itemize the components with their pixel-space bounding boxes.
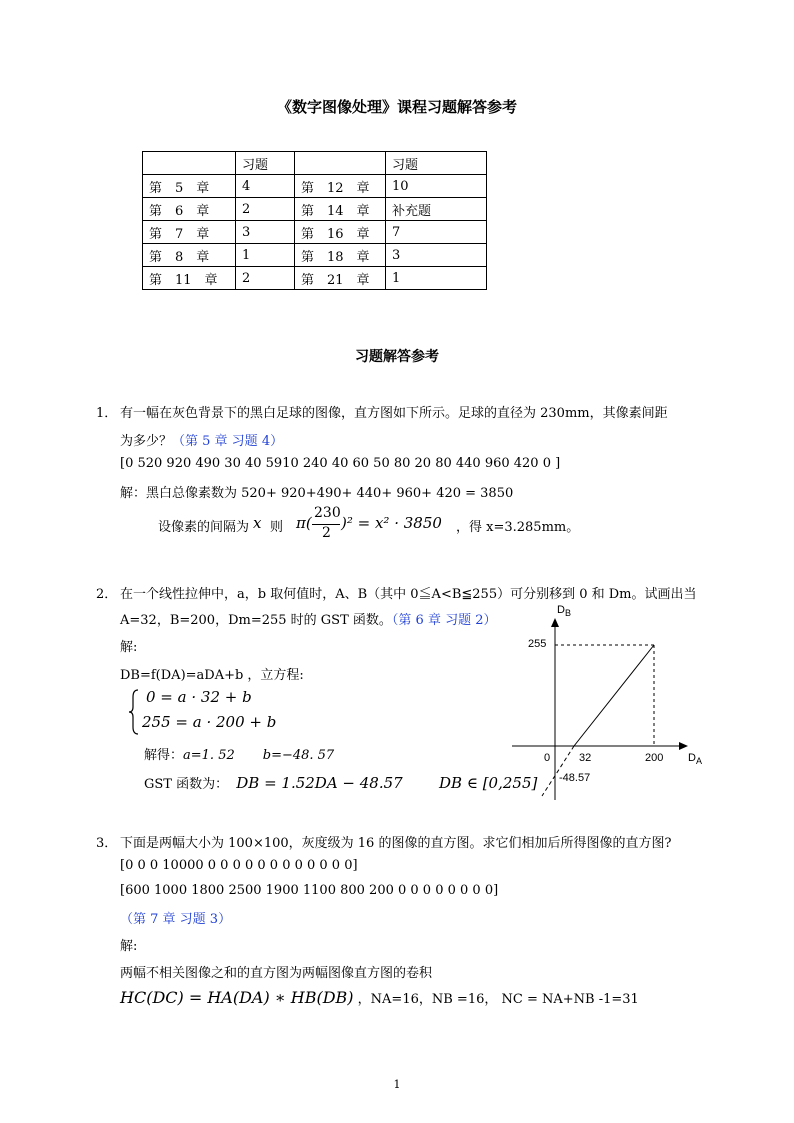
q1-eq-result: ，得 x=3.285mm。 xyxy=(456,520,580,535)
q3-histogram-b: [600 1000 1800 2500 1900 1100 800 200 0 0 0 0 0 0 0 0] xyxy=(120,883,499,898)
table-row xyxy=(143,267,487,290)
q2-system-eq1: 0 = a · 32 + b xyxy=(146,688,252,706)
q2-gst-equation: DB = 1.52DA − 48.57 xyxy=(236,774,403,792)
q2-result-b: b=−48. 57 xyxy=(262,748,335,763)
table-header-cell: 习题 xyxy=(236,152,295,175)
q3-reference: （第 7 章 习题 3） xyxy=(120,912,232,927)
q1-number: 1． xyxy=(96,406,118,421)
q1-eq-denominator: 2 xyxy=(322,525,331,541)
q2-result-prefix: 解得： xyxy=(144,748,184,763)
table-cell: 第 5 章 xyxy=(143,175,236,198)
q2-text-line1: 在一个线性拉伸中，a，b 取何值时，A、B（其中 0≦A<B≦255）可分别移到 0 和 Dm。试画出当 xyxy=(120,587,697,602)
table-cell: 第 6 章 xyxy=(143,198,236,221)
table-row xyxy=(143,244,487,267)
x-axis-arrow-icon xyxy=(679,742,688,750)
section-title: 习题解答参考 xyxy=(355,349,439,365)
q2-reference: （第 6 章 习题 2） xyxy=(391,613,497,628)
table-row xyxy=(143,175,487,198)
q1-text: 为多少？ xyxy=(120,434,173,449)
q3-solution-label: 解: xyxy=(120,939,138,954)
table-cell: 第 12 章 xyxy=(295,175,386,198)
table-header-row xyxy=(143,152,487,175)
q1-text-line2 xyxy=(120,430,283,449)
q3-convolution xyxy=(120,988,639,1007)
q3-histogram-a: [0 0 0 10000 0 0 0 0 0 0 0 0 0 0 0 0] xyxy=(120,858,358,873)
q2-result-a: a=1. 52 xyxy=(183,748,235,763)
q2-text: A=32，B=200，Dm=255 时的 GST 函数。 xyxy=(120,613,392,628)
q3-text: 下面是两幅大小为 100×100，灰度级为 16 的图像的直方图。求它们相加后所得图像的直方图? xyxy=(120,836,672,851)
table-cell: 2 xyxy=(236,198,295,221)
q3-conv-equation: HC(DC) = HA(DA) ∗ HB(DB) xyxy=(120,988,354,1007)
table-cell: 第 14 章 xyxy=(295,198,386,221)
table-cell: 3 xyxy=(386,244,487,267)
q1-eq-then: 则 xyxy=(270,520,284,535)
table-cell: 7 xyxy=(386,221,487,244)
q3-conv-tail: ，NA=16，NB =16， NC = NA+NB -1=31 xyxy=(357,992,639,1007)
q1-eq-x: x xyxy=(253,514,262,532)
graph-x-tick-32: 32 xyxy=(579,752,592,764)
table-cell: 补充题 xyxy=(386,198,487,221)
table-header-cell xyxy=(143,152,236,175)
table-cell: 第 21 章 xyxy=(295,267,386,290)
q3-number: 3． xyxy=(96,836,118,851)
table-cell: 第 8 章 xyxy=(143,244,236,267)
q1-solution: 解：黑白总像素数为 520+ 920+490+ 440+ 960+ 420 = 3850 xyxy=(120,486,514,501)
graph-x-tick-200: 200 xyxy=(645,752,664,764)
document-title: 《数字图像处理》课程习题解答参考 xyxy=(276,98,517,116)
gst-line xyxy=(574,645,654,746)
table-row xyxy=(143,221,487,244)
table-header-cell xyxy=(295,152,386,175)
table-cell: 1 xyxy=(386,267,487,290)
q1-text-line1: 有一幅在灰色背景下的黑白足球的图像，直方图如下所示。足球的直径为 230mm，其像素间距 xyxy=(120,406,668,421)
q1-eq-pi: π( xyxy=(296,514,312,532)
table-cell: 第 7 章 xyxy=(143,221,236,244)
table-cell: 10 xyxy=(386,175,487,198)
q2-gst-prefix: GST 函数为： xyxy=(144,777,229,792)
q2-gst-function xyxy=(144,773,537,792)
q2-text-line2 xyxy=(120,609,496,628)
table-row xyxy=(143,198,487,221)
q2-equation: DB=f(DA)=aDA+b ，立方程: xyxy=(120,668,304,683)
graph-intercept-label: -48.57 xyxy=(559,772,591,784)
graph-y-axis-label: $D_B$ xyxy=(557,604,571,619)
q1-eq-middle: )² = x² · 3850 xyxy=(341,514,442,532)
gst-graph xyxy=(500,600,710,805)
table-cell: 1 xyxy=(236,244,295,267)
y-axis-arrow-icon xyxy=(551,618,559,627)
table-cell: 4 xyxy=(236,175,295,198)
table-header-cell: 习题 xyxy=(386,152,487,175)
q2-number: 2． xyxy=(96,587,118,602)
table-cell: 第 11 章 xyxy=(143,267,236,290)
table-cell: 3 xyxy=(236,221,295,244)
graph-y-tick-255: 255 xyxy=(528,638,547,650)
graph-origin-label: 0 xyxy=(544,752,551,764)
q1-histogram-data: [0 520 920 490 30 40 5910 240 40 60 50 80 20 80 440 960 420 0 ] xyxy=(120,456,561,471)
brace-icon xyxy=(128,689,140,735)
q2-result xyxy=(144,744,334,763)
q1-reference: （第 5 章 习题 4） xyxy=(172,434,284,449)
q3-description: 两幅不相关图像之和的直方图为两幅图像直方图的卷积 xyxy=(120,966,433,981)
q2-system-eq2: 255 = a · 200 + b xyxy=(142,713,277,731)
table-cell: 第 16 章 xyxy=(295,221,386,244)
graph-x-axis-label: $D_A$ xyxy=(688,752,702,767)
page-number: 1 xyxy=(393,1078,401,1091)
q1-eq-prefix: 设像素的间隔为 xyxy=(158,520,250,535)
q2-solution-label: 解: xyxy=(120,640,138,655)
q2-gst-domain: DB ∈ [0,255] xyxy=(439,774,538,792)
q1-eq-numerator: 230 xyxy=(314,505,341,521)
table-cell: 2 xyxy=(236,267,295,290)
table-cell: 第 18 章 xyxy=(295,244,386,267)
exercise-table xyxy=(142,151,487,290)
